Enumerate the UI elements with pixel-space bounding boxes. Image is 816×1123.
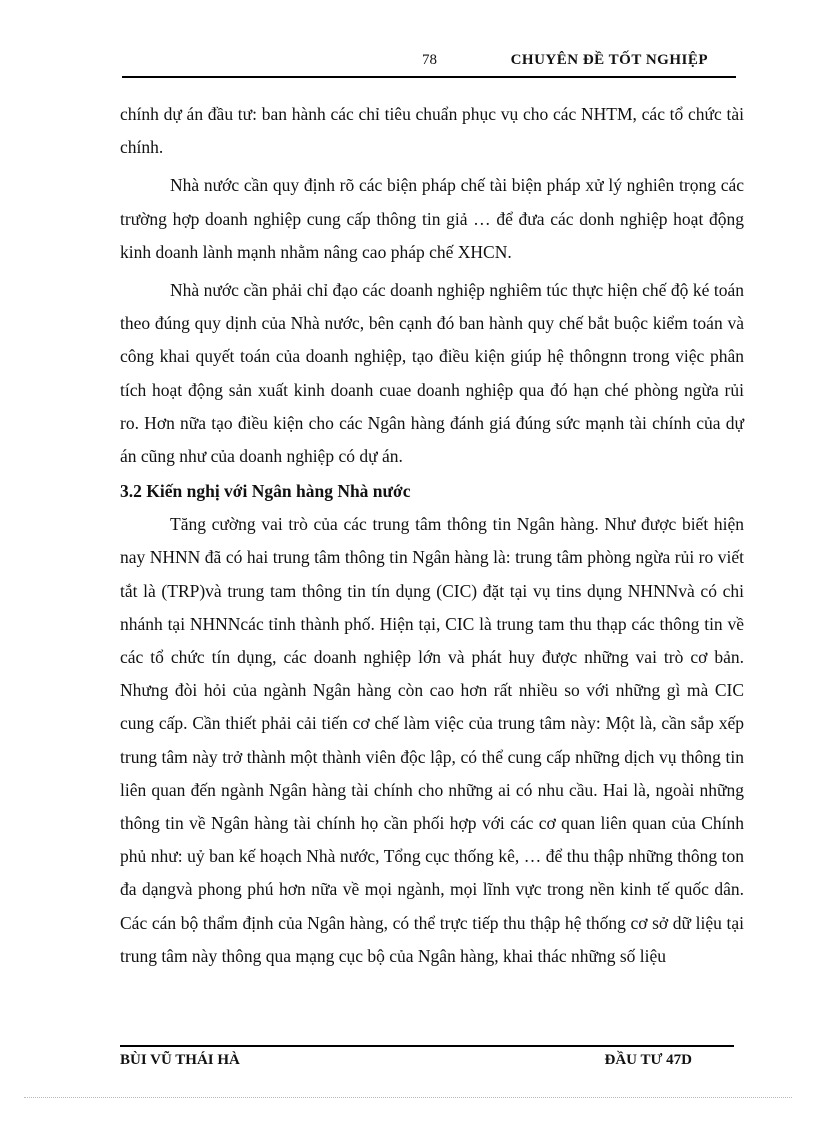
paragraph-3: Nhà nước cần phải chỉ đạo các doanh nghiệp nghiêm túc thực hiện chế độ ké toán theo đúng quy dịnh của Nhà nước, bên cạnh đó ban hành quy chế bắt buộc kiểm toán và công khai quyết toán của doanh nghiệp, tạo điều kiện giúp hệ thôngnn trong việc phân tích hoạt động sản xuất kinh doanh cuae doanh nghiệp qua đó hạn ché phòng ngừa rủi ro. Hơn nữa tạo điều kiện cho các Ngân hàng đánh giá đúng sức mạnh tài chính của dự án cũng như của doanh nghiệp có dự án. [120,280,744,467]
document-body [120,98,744,973]
section-heading: 3.2 Kiến nghị với Ngân hàng Nhà nước [120,481,411,502]
footer-author: BÙI VŨ THÁI HÀ [120,1052,240,1068]
footer-rule [120,1045,734,1047]
paragraph-2: Nhà nước cần quy định rõ các biện pháp chế tài biện pháp xử lý nghiên trọng các trường hợp doanh nghiệp cung cấp thông tin giả … để đưa các donh nghiệp hoạt động kinh doanh lành mạnh nhằm nâng cao pháp chế XHCN. [120,175,744,262]
footer-class: ĐẦU TƯ 47D [604,1052,692,1068]
header-title: CHUYÊN ĐỀ TỐT NGHIỆP [510,52,708,68]
paragraph-4: Tăng cường vai trò của các trung tâm thông tin Ngân hàng. Như được biết hiện nay NHNN đã có hai trung tâm thông tin Ngân hàng là: trung tâm phòng ngừa rủi ro viết tắt là (TRP)và trung tam thông tin tín dụng (CIC) đặt tại vụ tins dụng NHNNvà có chi nhánh tại NHNNcác tỉnh thành phố. Hiện tại, CIC là trung tam thu thạp các thông tin về các tổ chức tín dụng, các doanh nghiệp lớn và phát huy được những vai trò cơ bản. Nhưng đòi hỏi của ngành Ngân hàng còn cao hơn rất nhiều so với những gì mà CIC cung cấp. Cần thiết phải cải tiến cơ chế làm việc của trung tâm này: Một là, cần sắp xếp trung tâm này trở thành một thành viên độc lập, có thể cung cấp những dịch vụ thông tin liên quan đến ngành Ngân hàng tài chính cho những ai có nhu cầu. Hai là, ngoài những thông tin về Ngân hàng tài chính họ cần phối hợp với các cơ quan liên quan của Chính phủ như: uỷ ban kế hoạch Nhà nước, Tổng cục thống kê, … để thu thập những thông ton đa dạngvà phong phú hơn nữa về mọi ngành, mọi lĩnh vực trong nền kinh tế quốc dân. Các cán bộ thẩm định của Ngân hàng, có thể trực tiếp thu thập hệ thống cơ sở dữ liệu tại trung tâm này thông qua mạng cục bộ của Ngân hàng, khai thác những số liệu [120,514,744,966]
header-rule [122,76,736,78]
page-number: 78 [422,52,437,68]
page-edge-divider [24,1097,792,1098]
paragraph-1: chính dự án đầu tư: ban hành các chỉ tiêu chuẩn phục vụ cho các NHTM, các tổ chức tài chính. [120,104,744,158]
page-header [122,52,736,74]
